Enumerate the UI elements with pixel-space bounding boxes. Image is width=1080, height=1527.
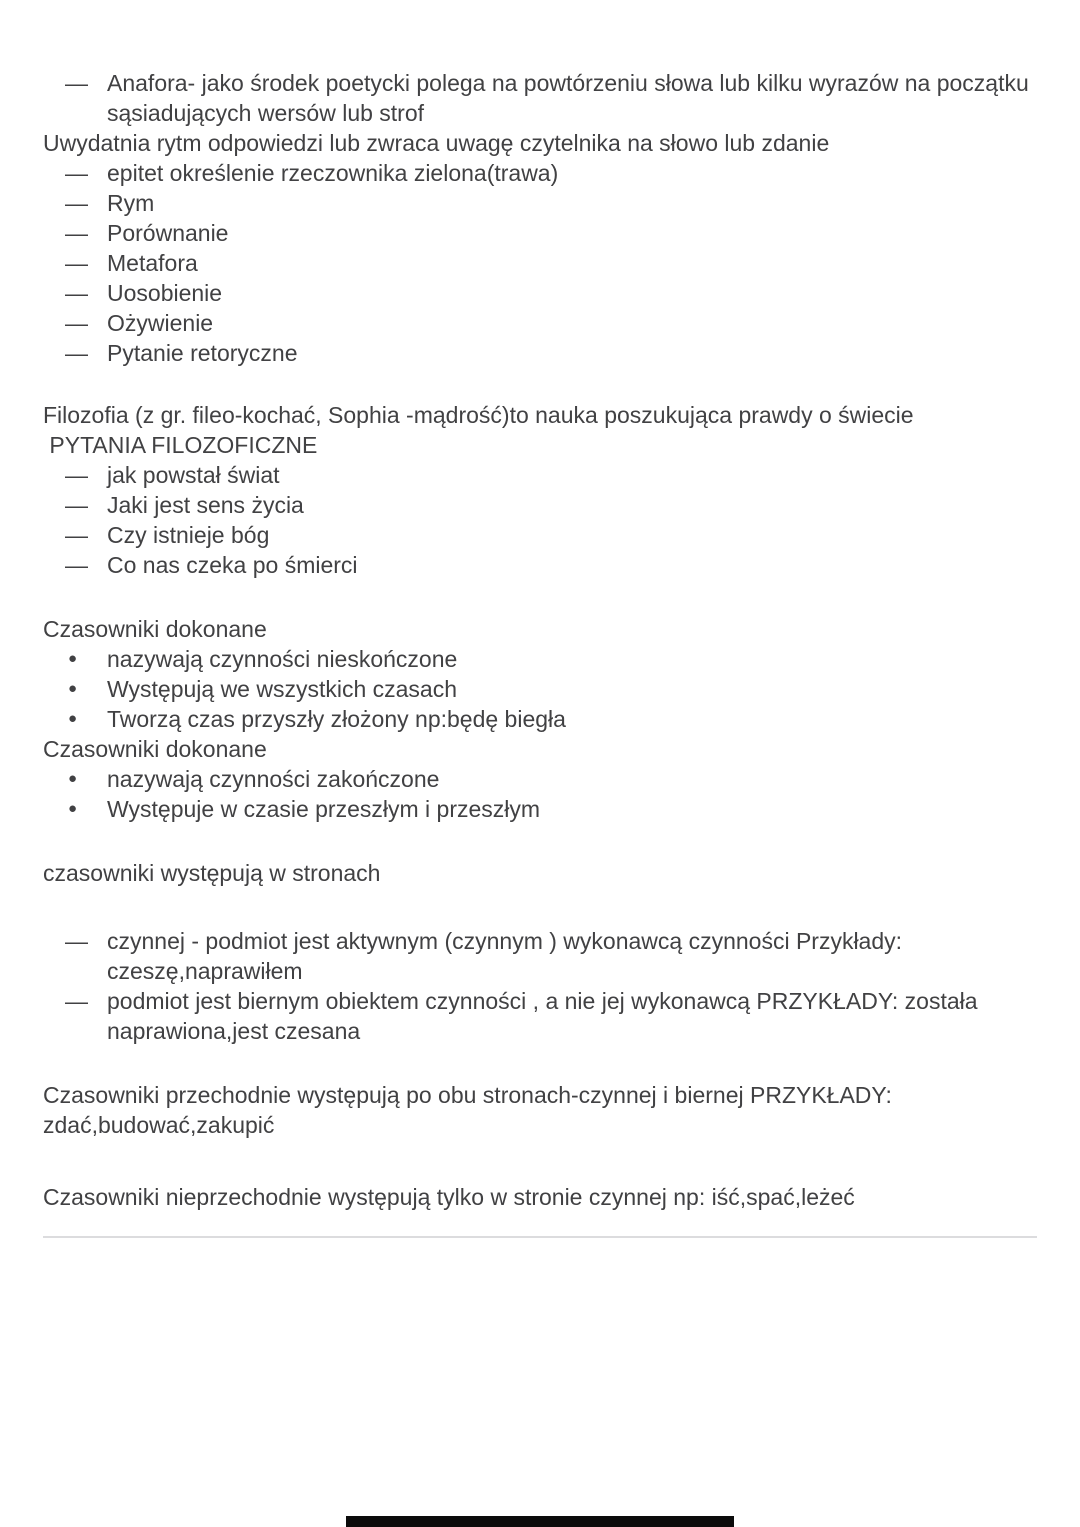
- circle-bullet-icon: ●: [68, 770, 78, 787]
- spacer: [43, 1140, 1037, 1182]
- dash-bullet-icon: —: [65, 462, 88, 488]
- dash-bullet-icon: —: [65, 492, 88, 518]
- list-item-text: jak powstał świat: [107, 462, 280, 488]
- dash-bullet-icon: —: [65, 988, 88, 1014]
- paragraph: Uwydatnia rytm odpowiedzi lub zwraca uwagę czytelnika na słowo lub zdanie: [43, 130, 830, 156]
- circle-list-item: [43, 704, 1037, 734]
- list-item-text: Rym: [107, 190, 155, 216]
- circle-list-item: [43, 764, 1037, 794]
- dash-list-item: [43, 308, 1037, 338]
- dash-list-item: [43, 158, 1037, 188]
- list-item-text: nazywają czynności zakończone: [107, 766, 440, 792]
- dash-list-item: [43, 490, 1037, 520]
- list-item-text: Co nas czeka po śmierci: [107, 552, 358, 578]
- dash-bullet-icon: —: [65, 928, 88, 954]
- list-item-text: podmiot jest biernym obiektem czynności , a nie jej wykonawcą PRZYKŁADY: została naprawiona,jest czesana: [107, 988, 984, 1044]
- dash-bullet-icon: —: [65, 250, 88, 276]
- dash-bullet-icon: —: [65, 70, 88, 96]
- spacer: [43, 824, 1037, 858]
- paragraph: Czasowniki nieprzechodnie występują tylko w stronie czynnej np: iść,spać,leżeć: [43, 1184, 855, 1210]
- list-item-text: Uosobienie: [107, 280, 223, 306]
- list-item-text: Tworzą czas przyszły złożony np:będę biegła: [107, 706, 566, 732]
- spacer: [43, 368, 1037, 400]
- list-item-text: epitet określenie rzeczownika zielona(trawa): [107, 160, 559, 186]
- dash-list-item: [43, 218, 1037, 248]
- dash-list-item: [43, 550, 1037, 580]
- paragraph: PYTANIA FILOZOFICZNE: [43, 432, 318, 458]
- list-item-text: Metafora: [107, 250, 198, 276]
- dash-list-item: [43, 278, 1037, 308]
- circle-bullet-icon: ●: [68, 800, 78, 817]
- paragraph: czasowniki występują w stronach: [43, 860, 381, 886]
- circle-bullet-icon: ●: [68, 680, 78, 697]
- dash-list-item: [43, 520, 1037, 550]
- dash-bullet-icon: —: [65, 522, 88, 548]
- list-item-text: Ożywienie: [107, 310, 214, 336]
- dash-bullet-icon: —: [65, 280, 88, 306]
- list-item-text: Pytanie retoryczne: [107, 340, 298, 366]
- circle-list-item: [43, 794, 1037, 824]
- dash-list-item: [43, 986, 1037, 1046]
- paragraph: Czasowniki dokonane: [43, 616, 267, 642]
- spacer: [43, 1046, 1037, 1080]
- dash-bullet-icon: —: [65, 220, 88, 246]
- paragraph: Filozofia (z gr. fileo-kochać, Sophia -mądrość)to nauka poszukująca prawdy o świecie: [43, 402, 914, 428]
- dash-bullet-icon: —: [65, 160, 88, 186]
- spacer: [43, 888, 1037, 926]
- list-item-text: Porównanie: [107, 220, 229, 246]
- dash-bullet-icon: —: [65, 310, 88, 336]
- dash-list-item: [43, 926, 1037, 986]
- dash-bullet-icon: —: [65, 552, 88, 578]
- home-indicator[interactable]: [346, 1516, 734, 1527]
- dash-list-item: [43, 460, 1037, 490]
- dash-list-item: [43, 68, 1037, 128]
- circle-bullet-icon: ●: [68, 650, 78, 667]
- circle-list-item: [43, 674, 1037, 704]
- section-divider: [43, 1236, 1037, 1238]
- list-item-text: Występuje w czasie przeszłym i przeszłym: [107, 796, 541, 822]
- spacer: [43, 580, 1037, 614]
- list-item-text: Występują we wszystkich czasach: [107, 676, 458, 702]
- paragraph: Czasowniki dokonane: [43, 736, 267, 762]
- list-item-text: Anafora- jako środek poetycki polega na powtórzeniu słowa lub kilku wyrazów na początku sąsiadujących wersów lub strof: [107, 70, 1036, 126]
- dash-list-item: [43, 338, 1037, 368]
- paragraph: Czasowniki przechodnie występują po obu stronach-czynnej i biernej PRZYKŁADY: zdać,budować,zakupić: [43, 1082, 899, 1138]
- dash-list-item: [43, 188, 1037, 218]
- list-item-text: nazywają czynności nieskończone: [107, 646, 458, 672]
- dash-bullet-icon: —: [65, 340, 88, 366]
- list-item-text: czynnej - podmiot jest aktywnym (czynnym ) wykonawcą czynności Przykłady: czeszę,naprawiłem: [107, 928, 909, 984]
- list-item-text: Jaki jest sens życia: [107, 492, 304, 518]
- document-content: [43, 68, 1037, 1212]
- list-item-text: Czy istnieje bóg: [107, 522, 270, 548]
- circle-bullet-icon: ●: [68, 710, 78, 727]
- dash-list-item: [43, 248, 1037, 278]
- circle-list-item: [43, 644, 1037, 674]
- dash-bullet-icon: —: [65, 190, 88, 216]
